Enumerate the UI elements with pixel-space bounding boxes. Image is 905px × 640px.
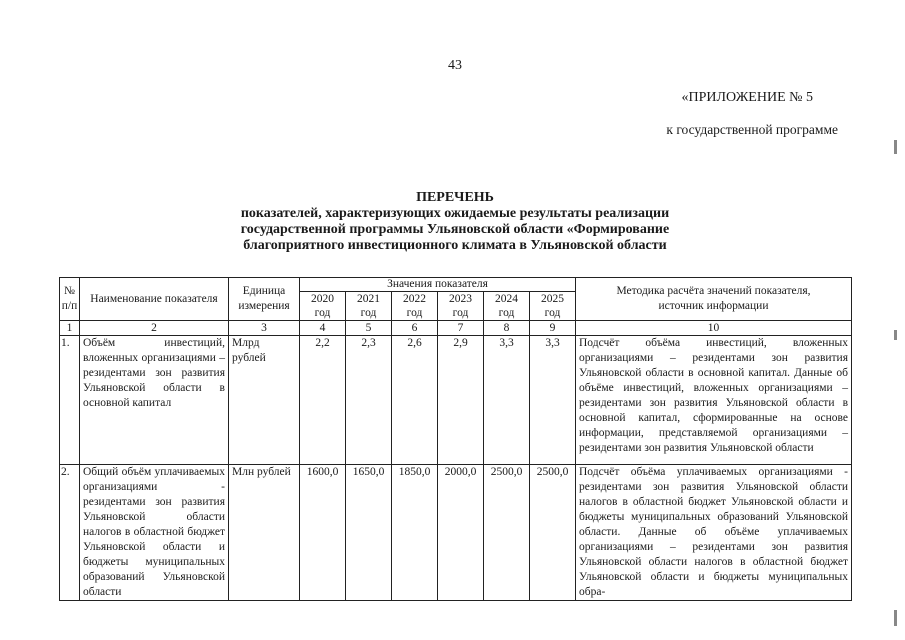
indicator-value: 3,3 [530,336,576,465]
header-num: № п/п [60,278,80,321]
header-year: 2023 год [438,292,484,321]
indicator-name: Общий объём уплачиваемых организациями - резидентами зон развития Ульяновской области налогов в областной бюджет Ульяновской области и бюджеты муниципальных образований Ульяновской области [80,465,229,601]
header-unit: Единица измерения [229,278,300,321]
column-number: 8 [484,321,530,336]
table-row [60,336,852,465]
row-number: 1. [60,336,80,465]
column-number: 4 [300,321,346,336]
title-heading: ПЕРЕЧЕНЬ [416,190,494,205]
title-line-3: благоприятного инвестиционного климата в Ульяновской области [243,238,667,253]
indicator-value: 1650,0 [346,465,392,601]
indicator-value: 2,9 [438,336,484,465]
header-year: 2021 год [346,292,392,321]
column-number: 2 [80,321,229,336]
header-name: Наименование показателя [80,278,229,321]
header-row [60,278,852,292]
indicator-value: 3,3 [484,336,530,465]
scan-edge-mark [894,610,897,626]
indicator-value: 2000,0 [438,465,484,601]
title-line-2: государственной программы Ульяновской области «Формирование [240,222,670,237]
appendix-subtitle: к государственной программе [666,122,838,137]
header-year: 2025 год [530,292,576,321]
indicator-value: 1850,0 [392,465,438,601]
indicator-unit: Млн рублей [229,465,300,601]
header-values-group: Значения показателя [300,278,576,292]
column-number: 3 [229,321,300,336]
column-numbers-row [60,321,852,336]
indicator-value: 2,6 [392,336,438,465]
indicators-table [59,277,852,601]
column-number: 10 [576,321,852,336]
indicator-value: 2,3 [346,336,392,465]
indicator-value: 2,2 [300,336,346,465]
scan-edge-mark [894,330,897,340]
document-title [185,190,725,254]
header-year: 2022 год [392,292,438,321]
column-number: 5 [346,321,392,336]
row-number: 2. [60,465,80,601]
column-number: 9 [530,321,576,336]
title-line-1: показателей, характеризующих ожидаемые результаты реализации [240,206,670,221]
indicator-method: Подсчёт объёма инвестиций, вложенных организациями – резидентами зон развития Ульяновской области в основной капитал. Данные об объёме инвестиций, вложенных организациями – резидентами зон развития Ульяновской области в основной капитал, сформированные на основе информации, представляемой организациями – резидентами зон развития Ульяновской области [576,336,852,465]
indicator-value: 2500,0 [530,465,576,601]
header-method: Методика расчёта значений показателя, источник информации [576,278,852,321]
header-year: 2024 год [484,292,530,321]
header-year: 2020 год [300,292,346,321]
indicator-value: 2500,0 [484,465,530,601]
column-number: 1 [60,321,80,336]
indicator-name: Объём инвестиций, вложенных организациями – резидентами зон развития Ульяновской области в основной капитал [80,336,229,465]
page-number: 43 [448,58,462,73]
column-number: 6 [392,321,438,336]
table-row [60,465,852,601]
appendix-label: «ПРИЛОЖЕНИЕ № 5 [681,90,813,105]
column-number: 7 [438,321,484,336]
scan-edge-mark [894,140,897,154]
indicator-value: 1600,0 [300,465,346,601]
indicator-unit: Млрд рублей [229,336,300,465]
indicator-method: Подсчёт объёма уплачиваемых организациями - резидентами зон развития Ульяновской области налогов в областной бюджет Ульяновской области и бюджеты муниципальных образований Ульяновской области. Данные об объёме уплачиваемых организациями – резидентами зон развития Ульяновской области налогов в областной бюджет Ульяновской области и бюджеты муниципальных обра- [576,465,852,601]
